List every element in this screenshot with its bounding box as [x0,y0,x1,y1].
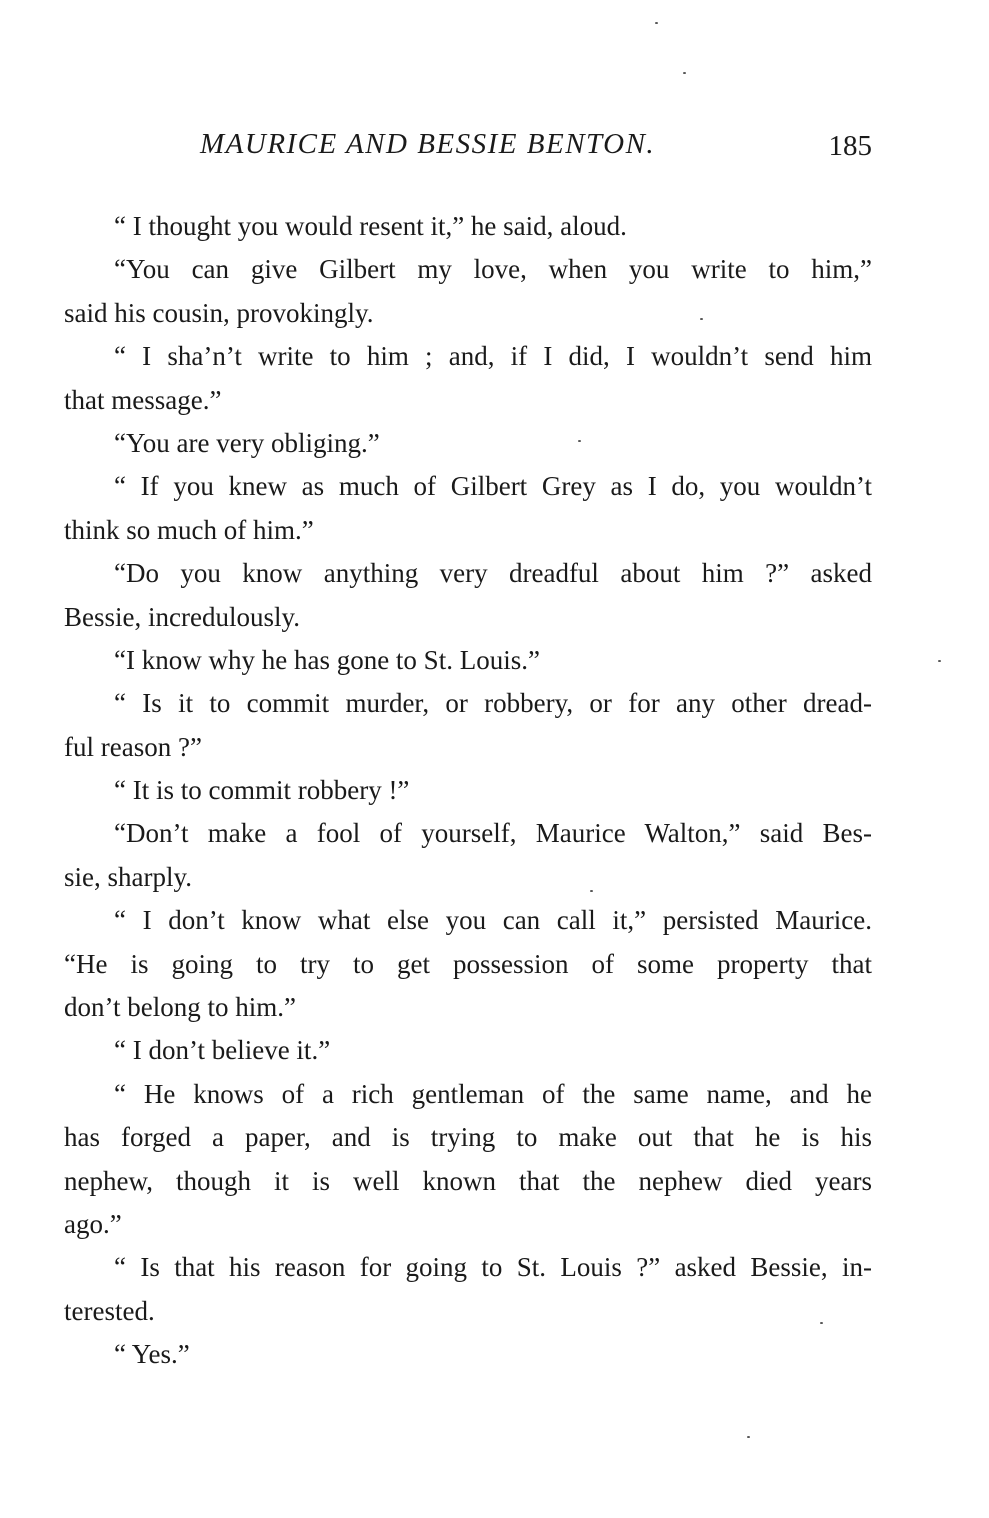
text-line: “You can give Gilbert my love, when you write to him,” [114,254,872,285]
text-line: “I know why he has gone to St. Louis.” [114,644,540,675]
running-head [64,128,872,172]
text-line: “ I don’t know what else you can call it,” persisted Maurice. [114,905,872,936]
print-speck [590,890,593,892]
print-speck [655,22,658,24]
text-line: “ I don’t believe it.” [114,1035,331,1066]
text-line: “You are very obliging.” [114,427,380,458]
text-line: “He is going to try to get possession of some property that [64,948,872,979]
print-speck [747,1436,750,1438]
print-speck [820,1322,823,1324]
page-number: 185 [828,130,872,162]
text-line: that message.” [64,384,222,415]
body-text [64,205,872,1377]
text-line: “Do you know anything very dreadful about him ?” asked [114,558,872,589]
print-speck [683,72,686,74]
text-line: “ It is to commit robbery !” [114,775,410,806]
text-line: sie, sharply. [64,861,192,892]
text-line: “Don’t make a fool of yourself, Maurice Walton,” said Bes- [114,818,872,849]
text-line: don’t belong to him.” [64,992,296,1023]
text-line: “ Is that his reason for going to St. Louis ?” asked Bessie, in- [114,1252,872,1283]
text-line: “ He knows of a rich gentleman of the same name, and he [114,1078,872,1109]
print-speck [700,318,703,320]
running-title: MAURICE AND BESSIE BENTON. [200,128,656,160]
text-line: ful reason ?” [64,731,202,762]
text-line: “ Yes.” [114,1339,190,1370]
text-line: nephew, though it is well known that the nephew died years [64,1165,872,1196]
text-line: said his cousin, provokingly. [64,297,374,328]
text-line: has forged a paper, and is trying to make out that he is his [64,1122,872,1153]
print-speck [578,440,581,442]
text-line: “ I thought you would resent it,” he said, aloud. [114,211,627,241]
text-line: “ I sha’n’t write to him ; and, if I did, I wouldn’t send him [114,341,872,372]
text-line: Bessie, incredulously. [64,601,300,632]
text-line: “ If you knew as much of Gilbert Grey as I do, you wouldn’t [114,471,872,502]
text-line: “ Is it to commit murder, or robbery, or for any other dread- [114,688,872,719]
text-line: think so much of him.” [64,514,314,545]
text-line: ago.” [64,1208,122,1239]
print-speck [938,660,941,662]
text-line: terested. [64,1295,155,1326]
